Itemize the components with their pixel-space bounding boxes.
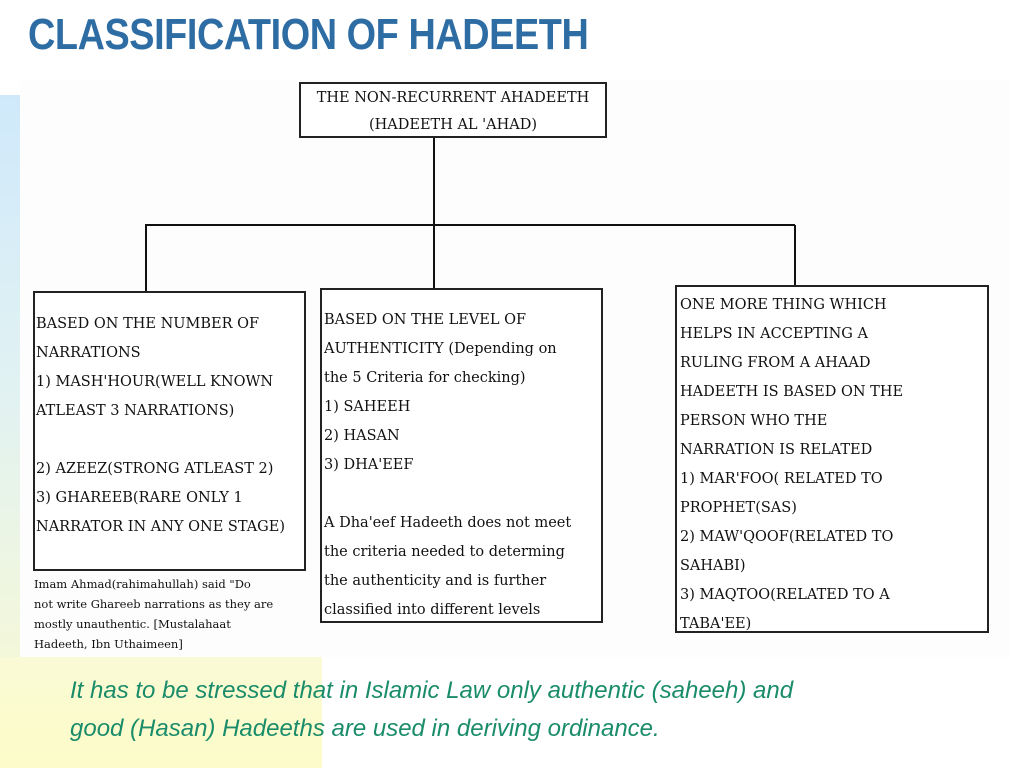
box-text-line: RULING FROM A AHAAD [680, 355, 871, 371]
box-text-line: PERSON WHO THE [680, 413, 828, 429]
box-text-line: TABA'EE) [680, 616, 752, 632]
box-text-line: 1) MASH'HOUR(WELL KNOWN [36, 374, 274, 390]
box-text-line: PROPHET(SAS) [680, 500, 797, 516]
footer-statement [70, 672, 1010, 748]
note-line: not write Ghareeb narrations as they are [34, 597, 274, 611]
box-text-line [324, 480, 601, 509]
box-text-line: ATLEAST 3 NARRATIONS) [36, 403, 235, 419]
footer-line: It has to be stressed that in Islamic Law only authentic (saheeh) and [70, 677, 794, 704]
box-text-line: classified into different levels [324, 602, 541, 618]
imam-ahmad-note [34, 574, 314, 654]
box-text-line: NARRATOR IN ANY ONE STAGE) [36, 519, 285, 535]
box-text-line: the criteria needed to determing [324, 544, 565, 560]
box-text-line: 2) HASAN [324, 428, 400, 444]
note-line: Hadeeth, Ibn Uthaimeen] [34, 637, 183, 651]
box-text-line: NARRATION IS RELATED [680, 442, 873, 458]
slide-title: CLASSIFICATION OF HADEETH [28, 10, 589, 59]
root-node-box [299, 82, 607, 138]
narration-relation-box [675, 285, 989, 633]
box-text-line: 1) SAHEEH [324, 399, 411, 415]
classification-diagram [20, 80, 1010, 657]
root-node-line: (HADEETH AL 'AHAD) [368, 117, 538, 133]
box-text-line: AUTHENTICITY (Depending on [324, 341, 557, 357]
box-text-line: NARRATIONS [36, 345, 141, 361]
box-text-line: the 5 Criteria for checking) [324, 370, 526, 386]
box-text-line: A Dha'eef Hadeeth does not meet [324, 515, 572, 531]
box-text-line: 2) AZEEZ(STRONG ATLEAST 2) [36, 461, 274, 477]
box-text-line: 3) DHA'EEF [324, 457, 414, 473]
number-of-narrations-box [33, 291, 306, 571]
footer-line: good (Hasan) Hadeeths are used in deriving ordinance. [70, 715, 660, 742]
box-text-line: BASED ON THE NUMBER OF [36, 316, 260, 332]
box-text-line: 1) MAR'FOO( RELATED TO [680, 471, 883, 487]
level-of-authenticity-box [320, 288, 603, 623]
root-node-line: THE NON-RECURRENT AHADEETH [316, 90, 590, 106]
box-text-line: 3) GHAREEB(RARE ONLY 1 [36, 490, 243, 506]
box-text-line: ONE MORE THING WHICH [680, 297, 887, 313]
note-line: Imam Ahmad(rahimahullah) said "Do [34, 577, 251, 591]
box-text-line: SAHABI) [680, 558, 746, 574]
box-text-line: 3) MAQTOO(RELATED TO A [680, 587, 890, 603]
box-text-line: 2) MAW'QOOF(RELATED TO [680, 529, 894, 545]
box-text-line: HADEETH IS BASED ON THE [680, 384, 904, 400]
box-text-line [36, 426, 304, 455]
note-line: mostly unauthentic. [Mustalahaat [34, 617, 231, 631]
box-text-line: HELPS IN ACCEPTING A [680, 326, 868, 342]
box-text-line: BASED ON THE LEVEL OF [324, 312, 527, 328]
box-text-line: the authenticity and is further [324, 573, 547, 589]
